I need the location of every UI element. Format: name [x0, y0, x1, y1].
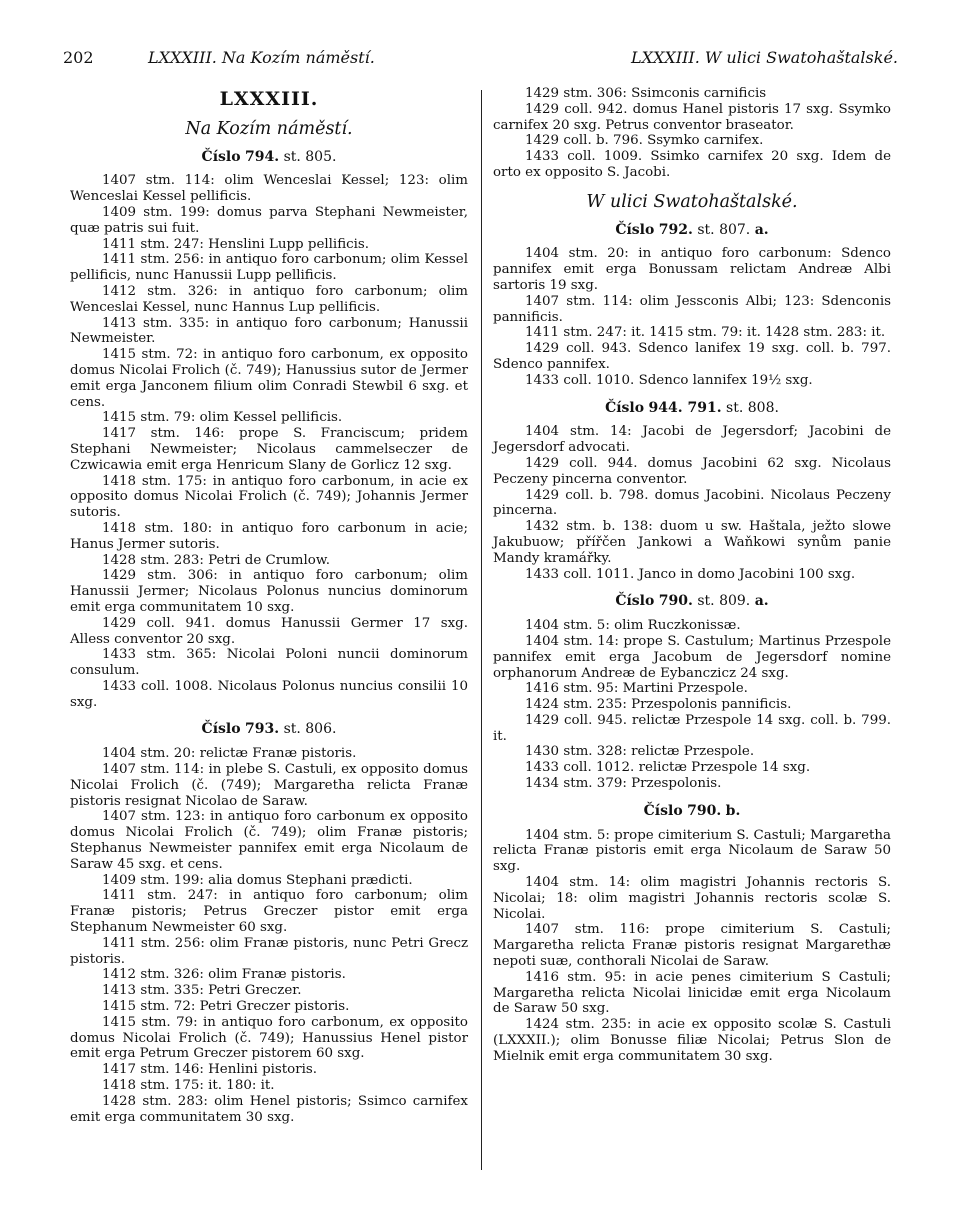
house-suffix: a.	[754, 221, 769, 238]
archive-entry: 1429 coll. 945. relictæ Przespole 14 sxg. coll. b. 799. it.	[493, 712, 891, 744]
house-number: 790.	[658, 593, 693, 610]
house-label: Číslo	[605, 399, 645, 416]
archive-entry: 1418 stm. 180: in antiquo foro carbonum in acie; Hanus Jermer sutoris.	[70, 520, 468, 552]
archive-entry: 1412 stm. 326: in antiquo foro carbonum; olim Wenceslai Kessel, nunc Hannus Lup pellificis.	[70, 283, 468, 315]
house-suffix: b.	[725, 802, 741, 819]
archive-entry: 1409 stm. 199: domus parva Stephani Newmeister, quæ patris sui fuit.	[70, 204, 468, 236]
house-heading-793	[70, 722, 468, 738]
entries-790a	[493, 618, 891, 792]
archive-entry: 1415 stm. 72: Petri Greczer pistoris.	[102, 999, 350, 1015]
archive-entry: 1434 stm. 379: Przespolonis.	[525, 776, 722, 792]
house-heading-790b	[493, 804, 891, 820]
entries-792	[493, 246, 891, 388]
running-head-left: LXXXIII. Na Kozím náměstí.	[148, 48, 375, 67]
house-label: Číslo	[201, 148, 241, 165]
house-heading-794	[70, 150, 468, 166]
entries-790b	[493, 828, 891, 1065]
right-column	[493, 86, 891, 1065]
house-heading-792	[493, 223, 891, 239]
archive-entry: 1404 stm. 14: olim magistri Johannis rectoris S. Nicolai; 18: olim magistri Johannis rectoris scolæ S. Nicolai.	[493, 875, 891, 922]
archive-entry: 1404 stm. 5: olim Ruczkonissæ.	[525, 618, 741, 634]
column-divider	[481, 90, 482, 1170]
archive-entry: 1428 stm. 283: olim Henel pistoris; Ssimco carnifex emit erga communitatem 30 sxg.	[70, 1093, 468, 1125]
archive-entry: 1424 stm. 235: Przespolonis pannificis.	[525, 697, 792, 713]
archive-entry: 1433 stm. 365: Nicolai Poloni nuncii dominorum consulum.	[70, 647, 468, 679]
entries-793	[70, 746, 468, 1125]
house-number: 944. 791.	[648, 399, 722, 416]
archive-entry: 1429 coll. 943. Sdenco lanifex 19 sxg. coll. b. 797. Sdenco pannifex.	[493, 341, 891, 372]
house-label: Číslo	[615, 221, 655, 238]
archive-entry: 1407 stm. 123: in antiquo foro carbonum ex opposito domus Nicolai Frolich (č. 749); olim Franæ pistoris; Stephanus Newmeister pannifex emit erga Nicolaum de Saraw 45 sxg. et cens.	[70, 809, 468, 872]
house-old-number: st. 809.	[697, 593, 751, 610]
house-number: 794.	[245, 148, 280, 165]
archive-entry: 1413 stm. 335: Petri Greczer.	[102, 983, 302, 999]
archive-entry: 1417 stm. 146: prope S. Franciscum; pridem Stephani Newmeister; Nicolaus cammelseczer de Czwicawia emit erga Henricum Slany de Gorlicz 12 sxg.	[70, 426, 468, 473]
archive-entry: 1411 stm. 247: in antiquo foro carbonum; olim Franæ pistoris; Petrus Greczer pistor emit erga Stephanum Newmeister 60 sxg.	[70, 888, 468, 936]
archive-entry: 1407 stm. 114: olim Jessconis Albi; 123: Sdenconis pannificis.	[493, 293, 891, 325]
archive-entry: 1429 stm. 306: Ssimconis carnificis	[525, 86, 767, 101]
archive-entry: 1429 stm. 306: in antiquo foro carbonum; olim Hanussii Jermer; Nicolaus Polonus nuncius dominorum emit erga communitatem 10 sxg.	[70, 568, 468, 615]
archive-entry: 1429 coll. 941. domus Hanussii Germer 17 sxg. Alless conventor 20 sxg.	[70, 615, 468, 647]
archive-entry: 1424 stm. 235: in acie ex opposito scolæ S. Castuli (LXXXII.); olim Bonusse filiæ Nicolai; Petrus Slon de Mielnik emit erga communitatem 30 sxg.	[493, 1017, 891, 1064]
section-title-swatohastalske: W ulici Swatohaštalské.	[586, 191, 798, 212]
archive-entry: 1415 stm. 79: in antiquo foro carbonum, ex opposito domus Nicolai Frolich (č. 749); Hanussius Henel pistor emit erga Petrum Greczer pistorem 60 sxg.	[70, 1014, 468, 1062]
archive-entry: 1412 stm. 326: olim Franæ pistoris.	[102, 967, 346, 983]
entries-top	[493, 86, 891, 181]
archive-entry: 1429 coll. 944. domus Jacobini 62 sxg. Nicolaus Peczeny pincerna conventor.	[493, 455, 891, 487]
archive-entry: 1416 stm. 95: in acie penes cimiterium S Castuli; Margaretha relicta Nicolai linicidæ emit erga Nicolaum de Saraw 50 sxg.	[493, 969, 891, 1017]
archive-entry: 1433 coll. 1009. Ssimko carnifex 20 sxg. Idem de orto ex opposito S. Jacobi.	[493, 149, 891, 180]
entries-794	[70, 173, 468, 710]
page-number: 202	[63, 48, 94, 67]
house-old-number: st. 805.	[283, 148, 337, 165]
house-old-number: st. 807.	[697, 221, 751, 238]
archive-entry: 1404 stm. 14: Jacobi de Jegersdorf; Jacobini de Jegersdorf advocati.	[493, 424, 891, 456]
house-old-number: st. 808.	[726, 399, 779, 416]
archive-entry: 1429 coll. b. 796. Ssymko carnifex.	[525, 133, 764, 149]
archive-entry: 1433 coll. 1010. Sdenco lannifex 19½ sxg.	[525, 372, 813, 388]
archive-entry: 1411 stm. 256: in antiquo foro carbonum; olim Kessel pellificis, nunc Hanussii Lupp pellificis.	[70, 252, 468, 284]
house-number: 790.	[687, 802, 722, 819]
house-suffix: a.	[754, 593, 769, 610]
running-head-right: LXXXIII. W ulici Swatohaštalské.	[630, 48, 898, 67]
archive-entry: 1415 stm. 79: olim Kessel pellificis.	[102, 410, 343, 426]
house-number: 793.	[245, 721, 280, 738]
archive-entry: 1418 stm. 175: in antiquo foro carbonum, in acie ex opposito domus Nicolai Frolich (č. 749); Johannis Jermer sutoris.	[70, 473, 468, 521]
archive-entry: 1432 stm. b. 138: duom u sw. Haštala, ježto slowe Jakubuow; přířčen Jankowi a Waňkowi synům panie Mandy kramářky.	[493, 519, 891, 566]
house-label: Číslo	[201, 721, 241, 738]
house-heading-944	[493, 401, 891, 417]
chapter-title: LXXXIII.	[219, 88, 319, 110]
archive-entry: 1411 stm. 247: Henslini Lupp pellificis.	[102, 236, 370, 252]
archive-entry: 1404 stm. 14: prope S. Castulum; Martinus Przespole pannifex emit erga Jacobum de Jegersdorf nomine orphanorum Andreæ de Eybanczicz 24 sxg.	[493, 633, 891, 681]
archive-entry: 1404 stm. 20: relictæ Franæ pistoris.	[102, 746, 357, 762]
archive-entry: 1433 coll. 1011. Janco in domo Jacobini 100 sxg.	[525, 566, 856, 582]
archive-entry: 1407 stm. 114: olim Wenceslai Kessel; 123: olim Wenceslai Kessel pellificis.	[70, 173, 468, 205]
archive-entry: 1409 stm. 199: alia domus Stephani prædicti.	[102, 872, 413, 888]
house-heading-790a	[493, 594, 891, 610]
archive-entry: 1411 stm. 256: olim Franæ pistoris, nunc Petri Grecz pistoris.	[70, 935, 468, 967]
archive-entry: 1417 stm. 146: Henlini pistoris.	[102, 1062, 318, 1078]
left-column	[70, 86, 468, 1125]
archive-entry: 1415 stm. 72: in antiquo foro carbonum, ex opposito domus Nicolai Frolich (č. 749); Hanussius sutor de Jermer emit erga Janconem filium olim Conradi Stewbil 6 sxg. et cens.	[70, 347, 468, 410]
house-old-number: st. 806.	[283, 721, 337, 738]
archive-entry: 1407 stm. 114: in plebe S. Castuli, ex opposito domus Nicolai Frolich (č. (749); Margaretha relicta Franæ pistoris resignat Nicolao de Saraw.	[70, 762, 468, 809]
house-label: Číslo	[615, 593, 655, 610]
archive-entry: 1433 coll. 1012. relictæ Przespole 14 sxg.	[525, 760, 811, 776]
house-number: 792.	[658, 221, 693, 238]
archive-entry: 1413 stm. 335: in antiquo foro carbonum; Hanussii Newmeister.	[70, 315, 468, 347]
archive-entry: 1429 coll. 942. domus Hanel pistoris 17 sxg. Ssymko carnifex 20 sxg. Petrus conventor braseator.	[493, 101, 891, 133]
archive-entry: 1404 stm. 5: prope cimiterium S. Castuli; Margaretha relicta Franæ pistoris emit erga Nicolaum de Saraw 50 sxg.	[493, 827, 891, 875]
running-header	[63, 48, 898, 74]
archive-entry: 1428 stm. 283: Petri de Crumlow.	[102, 552, 330, 568]
entries-944	[493, 424, 891, 582]
house-label: Číslo	[643, 802, 683, 819]
archive-entry: 1418 stm. 175: it. 180: it.	[102, 1078, 275, 1094]
archive-entry: 1411 stm. 247: it. 1415 stm. 79: it. 1428 stm. 283: it.	[525, 325, 886, 341]
archive-entry: 1416 stm. 95: Martini Przespole.	[525, 681, 748, 697]
archive-entry: 1430 stm. 328: relictæ Przespole.	[525, 744, 755, 760]
archive-entry: 1433 coll. 1008. Nicolaus Polonus nuncius consilii 10 sxg.	[70, 678, 468, 710]
section-title-kozim: Na Kozím náměstí.	[185, 118, 353, 139]
archive-entry: 1429 coll. b. 798. domus Jacobini. Nicolaus Peczeny pincerna.	[493, 487, 891, 519]
archive-entry: 1404 stm. 20: in antiquo foro carbonum: Sdenco pannifex emit erga Bonussam relictam Andreæ Albi sartoris 19 sxg.	[493, 246, 891, 293]
archive-entry: 1407 stm. 116: prope cimiterium S. Castuli; Margaretha relicta Franæ pistoris resignat Margarethæ nepoti suæ, conthorali Nicolai de Saraw.	[493, 922, 891, 970]
